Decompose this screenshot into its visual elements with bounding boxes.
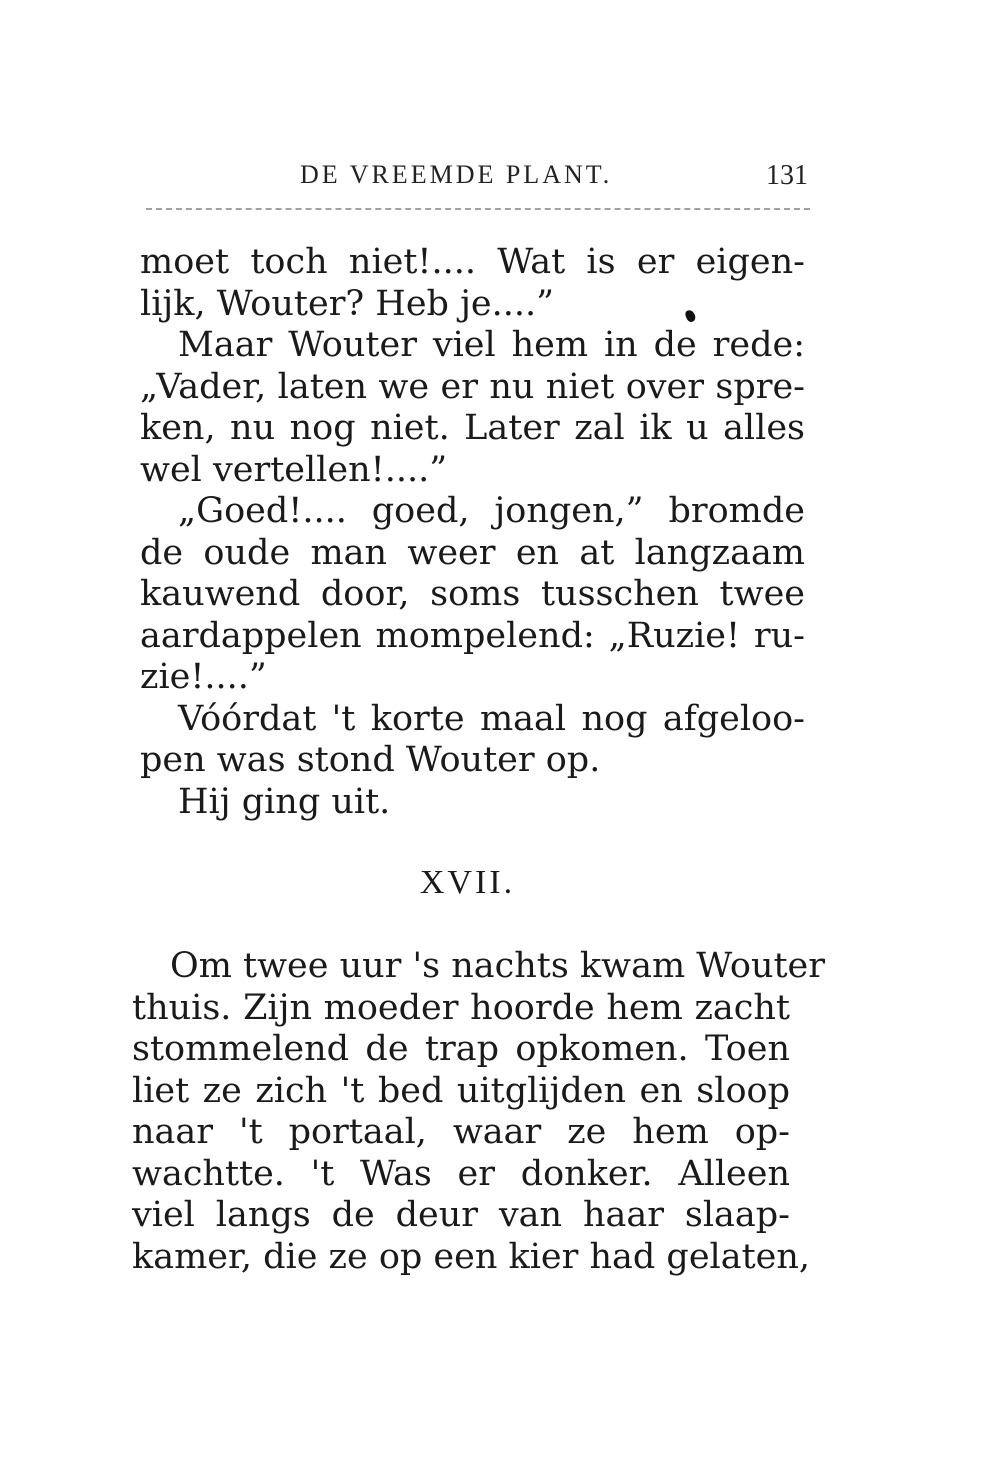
text-line: stommelend de trap opkomen. Toen xyxy=(132,1029,790,1069)
text-line: naar 't portaal, waar ze hem op- xyxy=(132,1112,790,1152)
header-rule xyxy=(146,208,810,210)
running-title: DE VREEMDE PLANT. xyxy=(300,160,613,189)
text-line: Hij ging uit. xyxy=(178,781,391,822)
text-line: pen was stond Wouter op. xyxy=(140,740,601,780)
text-line: moet toch niet!.... Wat is er eigen- xyxy=(140,242,805,282)
text-line: de oude man weer en at langzaam xyxy=(140,532,805,573)
text-line: Vóórdat 't korte maal nog afgeloo- xyxy=(178,698,805,739)
text-line: zie!....” xyxy=(140,657,267,697)
text-line: Om twee uur 's nachts kwam Wouter xyxy=(170,946,826,986)
text-line: thuis. Zijn moeder hoorde hem zacht xyxy=(132,987,790,1028)
text-line: liet ze zich 't bed uitglijden en sloop xyxy=(132,1070,790,1111)
text-line: wel vertellen!....” xyxy=(140,449,448,490)
text-line: lijk, Wouter? Heb je....” xyxy=(140,283,555,324)
text-line: „Vader, laten we er nu niet over spre- xyxy=(140,366,805,407)
text-line: viel langs de deur van haar slaap- xyxy=(132,1195,790,1235)
text-line: wachtte. 't Was er donker. Alleen xyxy=(132,1153,790,1194)
text-line: kamer, die ze op een kier had gelaten, xyxy=(132,1236,811,1277)
page-number: 131 xyxy=(766,160,808,191)
text-block-after-chapter xyxy=(132,946,826,1278)
text-line: Maar Wouter viel hem in de rede: xyxy=(178,325,805,365)
text-line: ken, nu nog niet. Later zal ik u alles xyxy=(140,408,805,448)
text-line: „Goed!.... goed, jongen,” bromde xyxy=(178,491,805,531)
text-line: aardappelen mompelend: „Ruzie! ru- xyxy=(140,615,805,656)
chapter-heading: XVII. xyxy=(419,864,516,901)
text-line: kauwend door, soms tusschen twee xyxy=(140,574,805,614)
text-block-before-chapter xyxy=(140,242,805,823)
